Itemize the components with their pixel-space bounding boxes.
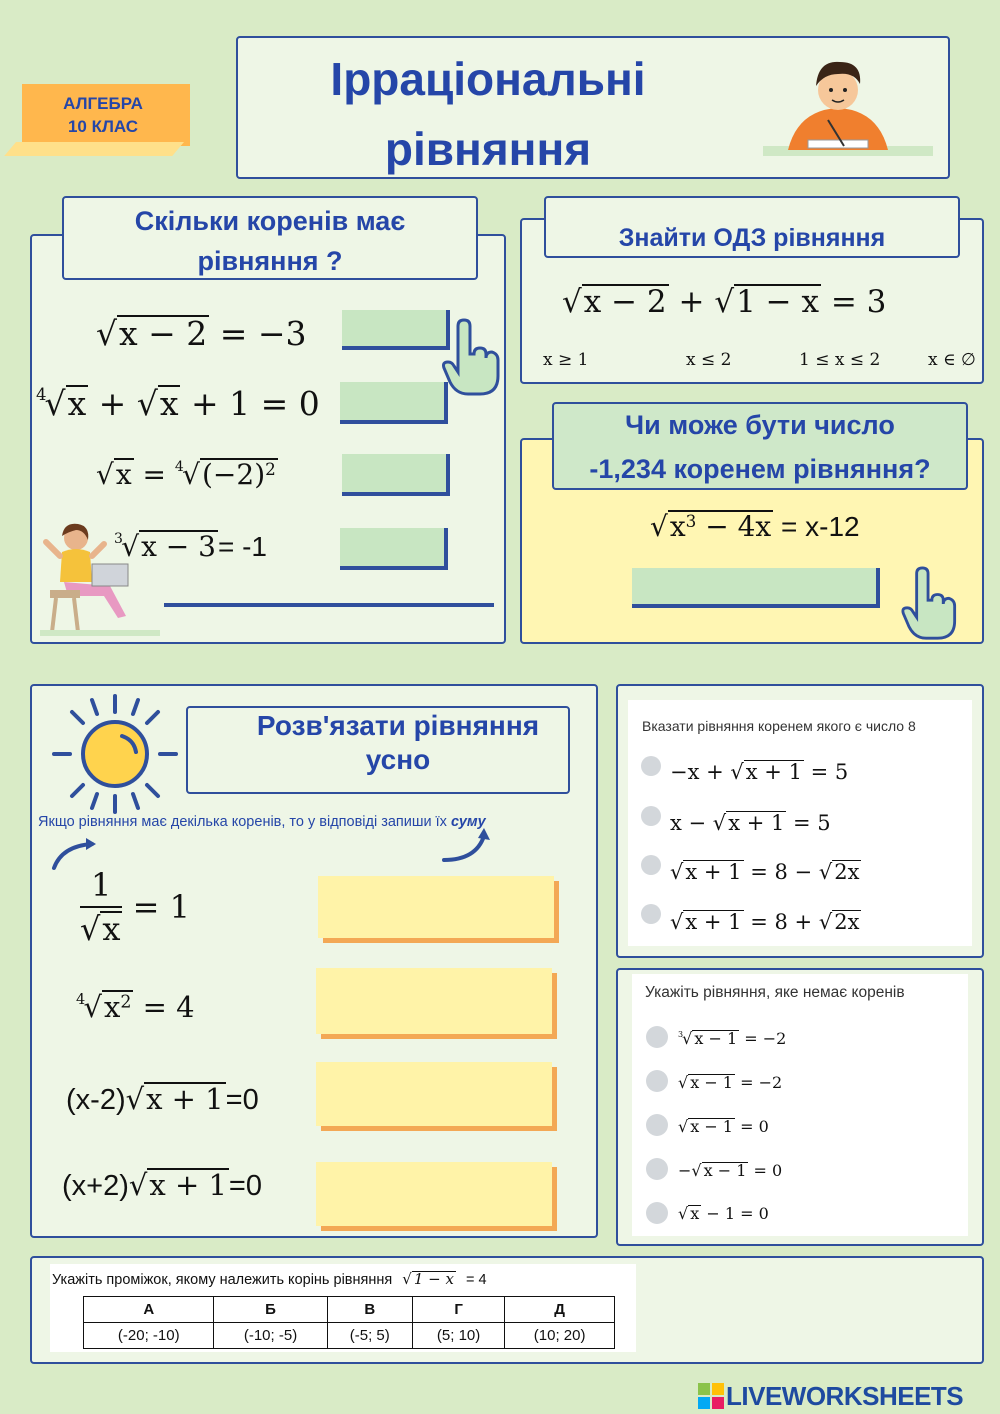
interval-table	[83, 1296, 615, 1349]
option-suffix: = 5	[803, 760, 849, 784]
radicand: x − 1	[694, 1029, 738, 1048]
radicand: 1 − x	[413, 1270, 454, 1288]
odz-option-1[interactable]: x ≥ 1	[543, 350, 589, 370]
radicand: x − 2	[119, 314, 208, 353]
denominator-radicand: x	[102, 910, 121, 948]
root-check-heading-box	[552, 402, 968, 490]
quiz2-option-4: −√ x − 1 = 0	[678, 1161, 783, 1180]
table-row	[84, 1323, 615, 1349]
radicand: x − 1	[690, 1073, 733, 1092]
numerator: 1	[91, 866, 112, 904]
oral-equation-1: $\frac{1}{√x}$ = 1	[80, 866, 190, 948]
root-index: 3	[678, 1029, 684, 1039]
root-check-heading-line2: -1,234 коренем рівняння?	[589, 454, 931, 484]
table-header: Д	[505, 1297, 615, 1323]
badge-subject: АЛГЕБРА	[63, 94, 143, 113]
logo-squares-icon	[698, 1383, 724, 1409]
question-text: Укажіть проміжок, якому належить корінь рівняння	[52, 1272, 393, 1288]
oral-equation-3: (x-2)√x + 1=0	[66, 1082, 259, 1116]
roots-answer-3[interactable]	[342, 454, 450, 496]
roots-answer-1[interactable]	[342, 310, 450, 350]
radicand: x	[67, 384, 87, 423]
quiz2-option-1: $^3$√ x − 1 = −2	[678, 1029, 787, 1048]
radicand-rest: − 4x	[696, 510, 772, 543]
liveworksheets-logo	[698, 1382, 963, 1410]
quiz2-radio-3[interactable]	[646, 1114, 668, 1136]
table-cell[interactable]: (-20; -10)	[84, 1323, 214, 1349]
option-suffix: = −2	[739, 1029, 787, 1048]
roots-equation-1: √x − 2 = −3	[96, 314, 307, 353]
table-header: Г	[412, 1297, 504, 1323]
plus-sign: +	[88, 384, 137, 423]
option-suffix: = 8 +	[743, 910, 819, 934]
odz-option-3[interactable]: 1 ≤ x ≤ 2	[799, 350, 881, 370]
interval-question: Укажіть проміжок, якому належить корінь рівняння √ 1 − x = 4	[52, 1270, 487, 1288]
option-suffix: = 0	[748, 1161, 783, 1180]
quiz2-option-2: √ x − 1 = −2	[678, 1073, 783, 1092]
quiz1-option-2: x − √x + 1 = 5	[670, 811, 831, 835]
root-check-heading-line1: Чи може бути число	[625, 410, 895, 440]
page-title-line1: Ірраціональні	[330, 53, 646, 105]
equation-rest: = 1	[122, 888, 190, 926]
divider-line	[164, 603, 494, 607]
oral-answer-2[interactable]	[316, 968, 552, 1034]
equation-rest: =0	[228, 1170, 262, 1202]
radicand: x − 3	[141, 530, 216, 563]
table-header: В	[327, 1297, 412, 1323]
root-check-equation: $√x^3 - 4x = x-12$	[650, 510, 860, 543]
oral-answer-3[interactable]	[316, 1062, 552, 1126]
radicand: x − 2	[583, 284, 667, 320]
table-cell[interactable]: (-5; 5)	[327, 1323, 412, 1349]
option-prefix: −	[678, 1161, 692, 1180]
quiz1-option-4: √x + 1 = 8 + √2x	[670, 910, 860, 934]
equation-rest: =0	[225, 1084, 259, 1116]
option-suffix: − 1 = 0	[701, 1204, 769, 1223]
option-suffix: = 8 −	[743, 860, 819, 884]
root-index: 4	[76, 991, 86, 1008]
quiz2-option-3: √ x − 1 = 0	[678, 1117, 769, 1136]
odz-heading-box	[544, 196, 960, 258]
quiz1-radio-2[interactable]	[641, 806, 661, 826]
exponent: 3	[685, 510, 697, 531]
radicand: 1 − x	[736, 284, 819, 320]
quiz2-radio-1[interactable]	[646, 1026, 668, 1048]
table-cell[interactable]: (-10; -5)	[214, 1323, 327, 1349]
question-rest: = 4	[465, 1272, 487, 1288]
oral-instruction	[38, 814, 588, 830]
pointing-hand-icon	[440, 318, 502, 398]
option-prefix: x −	[670, 811, 713, 835]
quiz1-question: Вказати рівняння коренем якого є число 8	[642, 718, 916, 734]
pointing-hand-icon	[898, 566, 960, 642]
quiz2-radio-2[interactable]	[646, 1070, 668, 1092]
logo-text: LIVEWORKSHEETS	[726, 1380, 964, 1411]
option-suffix: = 0	[734, 1117, 769, 1136]
table-cell[interactable]: (10; 20)	[505, 1323, 615, 1349]
root-index: 4	[174, 459, 184, 476]
root-index: 3	[114, 531, 123, 548]
roots-heading-line1: Скільки коренів має	[134, 206, 406, 236]
quiz1-option-3: √x + 1 = 8 − √2x	[670, 860, 860, 884]
instruction-emphasis: суму	[450, 814, 486, 830]
roots-heading-line2: рівняння ?	[197, 246, 343, 276]
equation-rest: = −3	[209, 314, 307, 353]
odz-equation: √x − 2 + √1 − x = 3	[562, 284, 887, 320]
radicand: x + 1	[745, 760, 802, 784]
radicand: 2x	[834, 860, 860, 884]
radicand: x − 1	[703, 1161, 747, 1180]
table-row	[84, 1297, 615, 1323]
radicand: x	[159, 384, 179, 423]
oral-answer-4[interactable]	[316, 1162, 552, 1226]
page-title-line2: рівняння	[384, 123, 592, 175]
grade-badge	[16, 84, 190, 156]
radicand: x	[669, 510, 686, 543]
quiz2-radio-5[interactable]	[646, 1202, 668, 1224]
radicand: x	[690, 1204, 700, 1223]
radicand: (−2)	[202, 458, 266, 491]
radicand: x + 1	[149, 1168, 227, 1202]
roots-heading-box	[62, 196, 478, 280]
radicand: x + 1	[685, 910, 742, 934]
equation-rest: = -1	[217, 531, 267, 562]
roots-answer-4[interactable]	[340, 528, 448, 570]
quiz2-radio-4[interactable]	[646, 1158, 668, 1180]
odz-option-4[interactable]: x ∈ ∅	[928, 350, 976, 370]
radicand: x + 1	[685, 860, 742, 884]
quiz2-question: Укажіть рівняння, яке немає коренів	[645, 984, 905, 1001]
roots-equation-2: $^4$√x + √x + 1 = 0	[36, 384, 320, 423]
oral-equation-4: (x+2)√x + 1=0	[62, 1168, 262, 1202]
curved-arrow-icon	[440, 826, 494, 864]
student-writing-illustration	[758, 50, 938, 162]
quiz1-radio-4[interactable]	[641, 904, 661, 924]
exponent: 2	[265, 458, 276, 479]
quiz1-radio-3[interactable]	[641, 855, 661, 875]
table-header: А	[84, 1297, 214, 1323]
radicand: 2x	[834, 910, 860, 934]
quiz2-card	[632, 974, 968, 1236]
roots-equation-3: $√x = ^4√(-2)^2$	[96, 458, 276, 491]
instruction-text: Якщо рівняння має декілька коренів, то у відповіді запиши їх	[38, 814, 451, 830]
radicand: x − 1	[690, 1117, 733, 1136]
option-suffix: = −2	[734, 1073, 783, 1092]
radicand: x + 1	[728, 811, 785, 835]
odz-option-2[interactable]: x ≤ 2	[686, 350, 732, 370]
radicand: x	[115, 458, 132, 491]
option-suffix: = 5	[786, 811, 831, 835]
oral-heading-box	[186, 706, 570, 794]
quiz1-option-1: −x + √x + 1 = 5	[670, 760, 849, 784]
root-check-answer[interactable]	[632, 568, 880, 608]
exponent: 2	[120, 992, 132, 1013]
factor: (x-2)	[66, 1084, 126, 1116]
sun-icon	[50, 692, 180, 816]
table-header: Б	[214, 1297, 327, 1323]
quiz2-option-5: √ x − 1 = 0	[678, 1204, 769, 1223]
equation-rest: = 4	[133, 990, 195, 1024]
equation-rest: + 1 = 0	[180, 384, 320, 423]
title-panel	[236, 36, 950, 179]
equation-rest: = 3	[821, 284, 887, 320]
roots-equation-4: $^3$√x − 3= -1	[114, 530, 267, 563]
roots-answer-2[interactable]	[340, 382, 448, 424]
table-cell[interactable]: (5; 10)	[412, 1323, 504, 1349]
equation-rest: = x-12	[773, 511, 860, 542]
oral-heading-line1: Розв'язати рівняння	[256, 710, 540, 741]
plus-sign: +	[668, 284, 715, 320]
factor: (x+2)	[62, 1170, 129, 1202]
badge-grade: 10 КЛАС	[67, 117, 139, 136]
quiz1-radio-1[interactable]	[641, 756, 661, 776]
odz-heading: Знайти ОДЗ рівняння	[618, 224, 886, 252]
radicand: x + 1	[146, 1082, 224, 1116]
root-index: 4	[36, 385, 47, 405]
oral-heading-line2: усно	[365, 744, 431, 775]
oral-answer-1[interactable]	[318, 876, 554, 938]
oral-equation-2: $^4√x^2 = 4$	[76, 990, 195, 1024]
equals-sign: =	[133, 458, 175, 491]
radicand: x	[103, 990, 121, 1024]
option-prefix: −x +	[670, 760, 731, 784]
